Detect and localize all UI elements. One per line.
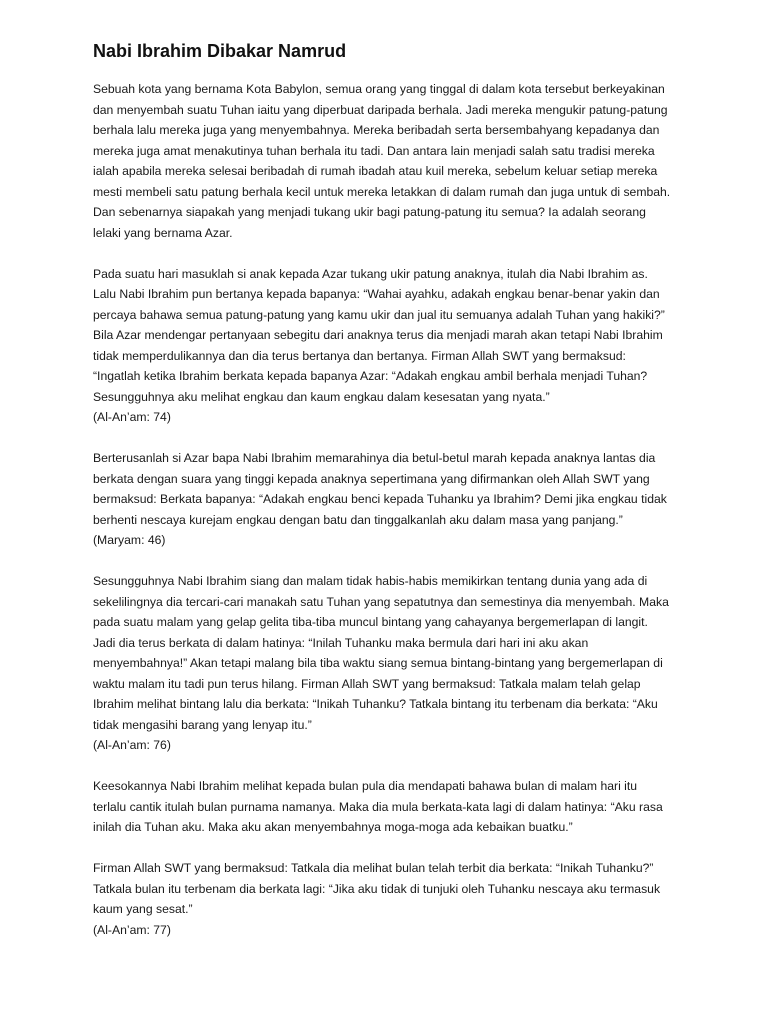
paragraph-1 — [93, 79, 713, 243]
paragraph-line: menyembahnya!” Akan tetapi malang bila tiba waktu siang semua bintang-bintang yang bergemerlapan di — [93, 656, 663, 670]
paragraph-5 — [93, 776, 713, 838]
citation: (Al-An’am: 74) — [93, 410, 171, 424]
paragraph-line: tidak mengasihi barang yang lenyap itu.” — [93, 717, 312, 732]
paragraph-line: Tatkala bulan itu terbenam dia berkata lagi: “Jika aku tidak di tunjuki oleh Tuhanku nescaya aku termasuk — [93, 881, 661, 896]
paragraph-4 — [93, 571, 713, 756]
paragraph-line: mereka juga amat menakutinya tuhan berhala itu tadi. Dan antara lain menjadi salah satu tradisi mereka — [93, 143, 655, 158]
paragraph-line: ialah apabila mereka selesai beribadah di rumah ibadah atau kuil mereka, sebelum keluar setiap mereka — [93, 164, 658, 178]
paragraph-line: Berterusanlah si Azar bapa Nabi Ibrahim memarahinya dia betul-betul marah kepada anaknya lantas dia — [93, 451, 656, 465]
paragraph-line: Bila Azar mendengar pertanyaan sebegitu dari anaknya terus dia menjadi marah akan tetapi Nabi Ibrahim — [93, 328, 663, 342]
paragraph-line: Ibrahim melihat bintang lalu dia berkata: “Inikah Tuhanku? Tatkala bintang itu terbenam dia berkata: “Aku — [93, 697, 658, 711]
citation: (Al-An’am: 77) — [93, 922, 171, 937]
paragraph-line: bermaksud: Berkata bapanya: “Adakah engkau benci kepada Tuhanku ya Ibrahim? Demi jika engkau tidak — [93, 492, 667, 506]
paragraph-line: mesti membeli satu patung berhala kecil untuk mereka letakkan di dalam rumah dan juga untuk di sembah. — [93, 184, 671, 199]
citation: (Al-An’am: 76) — [93, 738, 171, 752]
paragraph-line: Jadi dia terus berkata di dalam hatinya: “Inilah Tuhanku maka bermula dari hari ini aku akan — [93, 635, 589, 650]
paragraph-line: Sesungguhnya Nabi Ibrahim siang dan malam tidak habis-habis memikirkan tentang dunia yang ada di — [93, 574, 648, 588]
paragraph-line: percaya bahawa semua patung-patung yang kamu ukir dan jual itu semuanya adalah Tuhan yang hakiki?” — [93, 307, 665, 322]
paragraph-6 — [93, 858, 713, 940]
paragraph-line: Sebuah kota yang bernama Kota Babylon, semua orang yang tinggal di dalam kota tersebut berkeyakinan — [93, 82, 665, 96]
paragraph-line: berkata dengan suara yang tinggi kepada anaknya sepertimana yang difirmankan oleh Allah SWT yang — [93, 471, 650, 486]
paragraph-line: berhala lalu mereka juga yang menyembahnya. Mereka beribadah serta bersembahyang kepadanya dan — [93, 123, 660, 137]
paragraph-2 — [93, 264, 713, 428]
document-title: Nabi Ibrahim Dibakar Namrud — [93, 41, 347, 61]
paragraph-line: tidak memperdulikannya dan dia terus bertanya dan bertanya. Firman Allah SWT yang bermaksud: — [93, 348, 626, 363]
paragraph-line: lelaki yang bernama Azar. — [93, 225, 233, 240]
paragraph-line: pada suatu malam yang gelap gelita tiba-tiba muncul bintang yang cahayanya bergemerlapan di langit. — [93, 615, 648, 629]
paragraph-line: Firman Allah SWT yang bermaksud: Tatkala dia melihat bulan telah terbit dia berkata: “Inikah Tuhanku?” — [93, 861, 654, 875]
paragraph-line: sekelilingnya dia tercari-cari manakah satu Tuhan yang sepatutnya dan semestinya dia menyembah. Maka — [93, 594, 669, 609]
paragraph-line: Pada suatu hari masuklah si anak kepada Azar tukang ukir patung anaknya, itulah dia Nabi Ibrahim as. — [93, 266, 648, 281]
paragraph-line: Sesungguhnya aku melihat engkau dan kaum engkau dalam kesesatan yang nyata.” — [93, 389, 550, 404]
paragraph-line: kaum yang sesat.” — [93, 902, 193, 916]
paragraph-line: Lalu Nabi Ibrahim pun bertanya kepada bapanya: “Wahai ayahku, adakah engkau benar-benar yakin dan — [93, 287, 660, 301]
paragraph-line: terlalu cantik itulah bulan purnama namanya. Maka dia mula berkata-kata lagi di dalam hatinya: “Aku rasa — [93, 799, 663, 814]
paragraph-line: “Ingatlah ketika Ibrahim berkata kepada bapanya Azar: “Adakah engkau ambil berhala menjadi Tuhan? — [93, 369, 648, 383]
paragraph-line: Dan sebenarnya siapakah yang menjadi tukang ukir bagi patung-patung itu semua? Ia adalah seorang — [93, 205, 646, 219]
paragraph-line: waktu malam itu tadi pun terus hilang. Firman Allah SWT yang bermaksud: Tatkala malam telah gelap — [93, 676, 641, 691]
paragraph-line: inilah dia Tuhan aku. Maka aku akan menyembahnya moga-moga ada kebaikan buatku.” — [93, 820, 573, 834]
paragraph-3 — [93, 448, 713, 551]
paragraph-line: Keesokannya Nabi Ibrahim melihat kepada bulan pula dia mendapati bahawa bulan di malam hari itu — [93, 779, 638, 793]
paragraph-line: dan menyembah suatu Tuhan iaitu yang diperbuat daripada berhala. Jadi mereka mengukir patung-patung — [93, 102, 668, 117]
citation: (Maryam: 46) — [93, 533, 166, 547]
paragraph-line: berhenti nescaya kurejam engkau dengan batu dan tinggalkanlah aku dalam masa yang panjang.” — [93, 512, 623, 527]
document-body — [93, 79, 713, 961]
